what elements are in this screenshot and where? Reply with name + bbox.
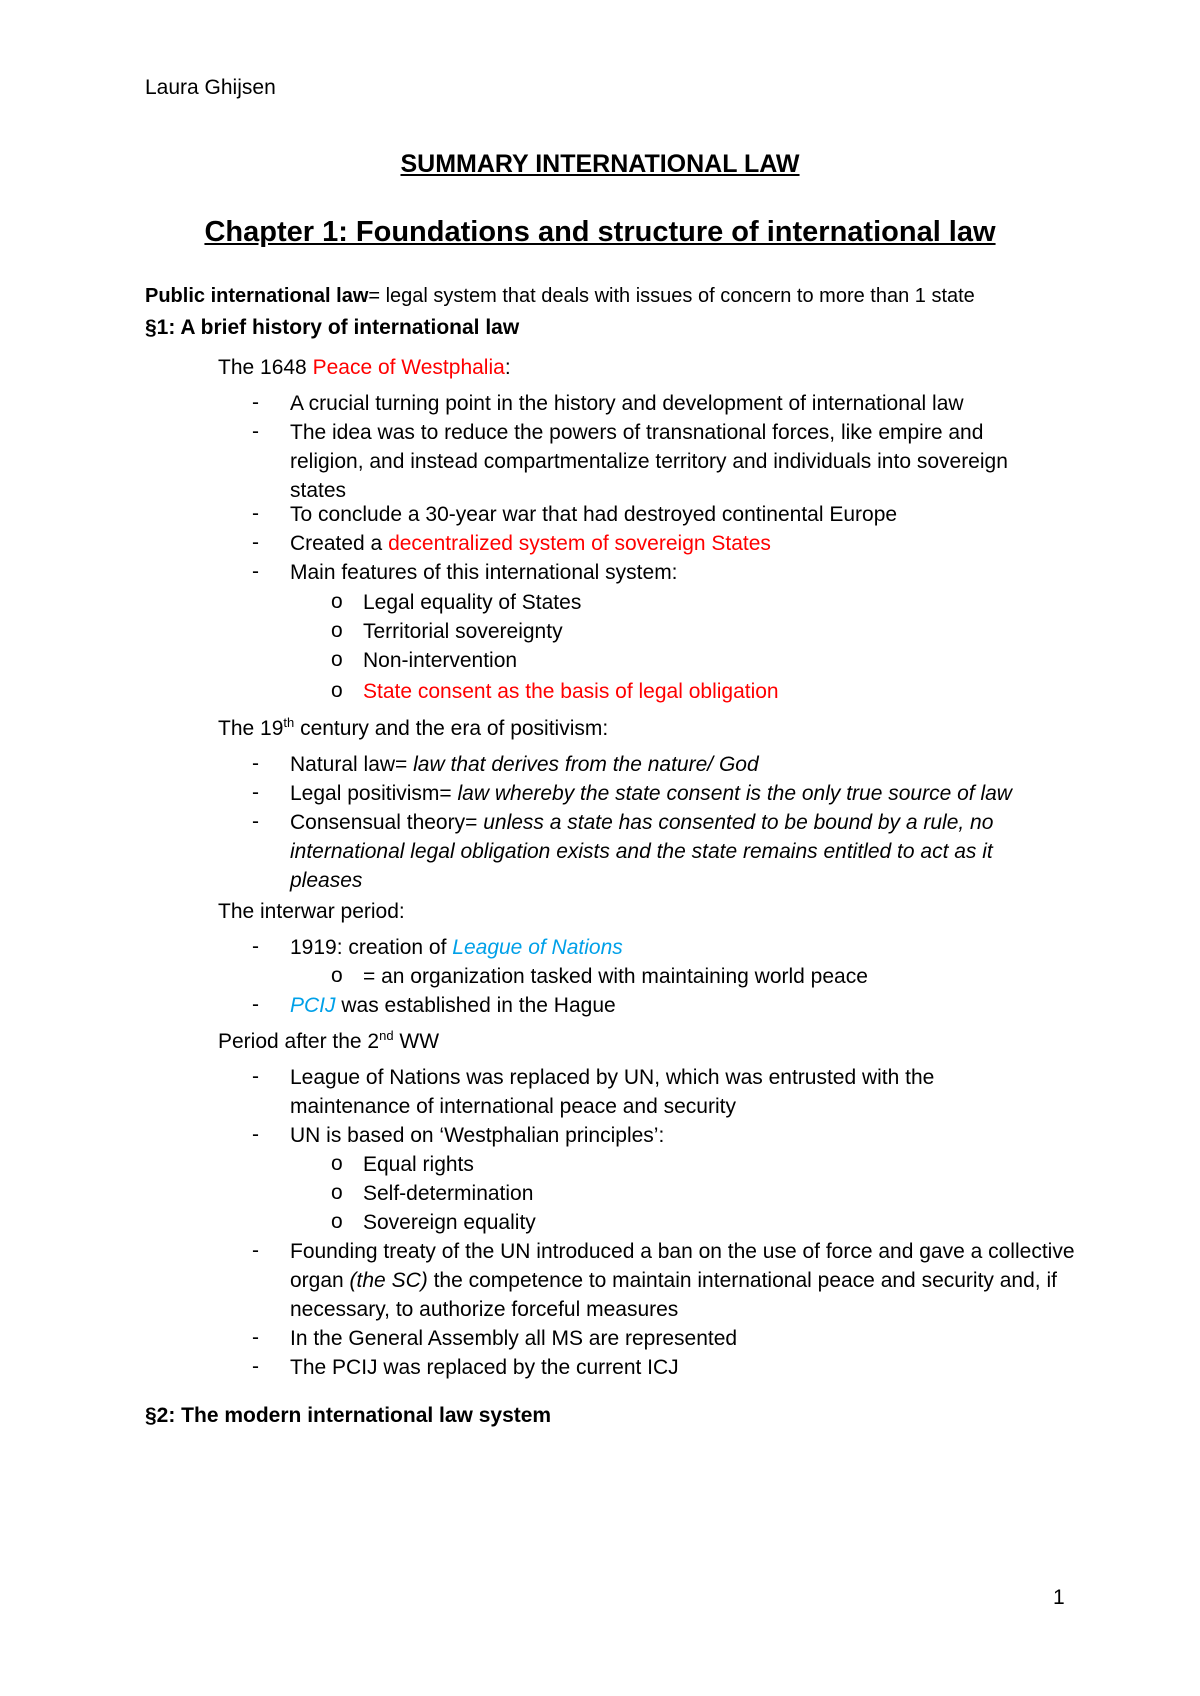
definition-text: = legal system that deals with issues of concern to more than 1 state [368, 285, 975, 307]
list-item: Consensual theory= unless a state has consented to be bound by a rule, no international legal obligation exists and the state remains entitled to act as it pleases [290, 811, 994, 892]
list-item: PCIJ was established in the Hague [290, 994, 616, 1017]
dash-bullet: - [252, 993, 259, 1016]
dash-bullet: - [252, 1065, 259, 1088]
page-number: 1 [1053, 1586, 1065, 1609]
sub-list-item: Equal rights [363, 1153, 474, 1176]
dash-bullet: - [252, 502, 259, 525]
circle-bullet: o [331, 1152, 343, 1175]
list-item: In the General Assembly all MS are represented [290, 1327, 738, 1350]
list-item: To conclude a 30-year war that had destroyed continental Europe [290, 503, 898, 526]
circle-bullet: o [331, 1210, 343, 1233]
dash-bullet: - [252, 391, 259, 414]
list-item: Main features of this international system: [290, 561, 678, 584]
author-header: Laura Ghijsen [145, 76, 276, 99]
definition-line [145, 285, 975, 308]
dash-bullet: - [252, 1355, 259, 1378]
dash-bullet: - [252, 935, 259, 958]
dash-bullet: - [252, 810, 259, 833]
document-title: SUMMARY INTERNATIONAL LAW [400, 150, 800, 178]
list-item: The idea was to reduce the powers of transnational forces, like empire and religion, and instead compartmentalize territory and individuals into sovereign states [290, 421, 1008, 502]
list-item: A crucial turning point in the history and development of international law [290, 392, 964, 415]
circle-bullet: o [331, 1181, 343, 1204]
sub-list-item: Territorial sovereignty [363, 620, 563, 643]
section-1-heading: §1: A brief history of international law [145, 316, 520, 339]
list-item: Legal positivism= law whereby the state consent is the only true source of law [290, 782, 1012, 805]
sub-list-item: Non-intervention [363, 649, 518, 672]
chapter-heading: Chapter 1: Foundations and structure of international law [204, 216, 996, 248]
list-item: Natural law= law that derives from the nature/ God [290, 753, 759, 776]
dash-bullet: - [252, 1123, 259, 1146]
dash-bullet: - [252, 420, 259, 443]
dash-bullet: - [252, 781, 259, 804]
circle-bullet: o [331, 648, 343, 671]
list-item: Created a decentralized system of sovereign States [290, 532, 771, 555]
circle-bullet: o [331, 679, 343, 702]
interwar-intro: The interwar period: [218, 900, 405, 923]
dash-bullet: - [252, 560, 259, 583]
definition-term: Public international law [145, 285, 369, 307]
list-item: 1919: creation of League of Nations [290, 936, 623, 959]
list-item: Founding treaty of the UN introduced a ban on the use of force and gave a collective organ (the SC) the competence to maintain international peace and security and, if necessary, to authorize forceful measures [290, 1240, 1075, 1321]
postwar-intro: Period after the 2nd WW [218, 1028, 440, 1053]
circle-bullet: o [331, 590, 343, 613]
westphalia-intro: The 1648 Peace of Westphalia: [218, 356, 511, 379]
league-of-nations-term: League of Nations [452, 936, 623, 959]
sub-list-item: Legal equality of States [363, 591, 582, 614]
dash-bullet: - [252, 752, 259, 775]
sub-list-item: = an organization tasked with maintaining world peace [363, 965, 868, 988]
westphalia-term: Peace of Westphalia [312, 356, 505, 379]
circle-bullet: o [331, 619, 343, 642]
circle-bullet: o [331, 964, 343, 987]
dash-bullet: - [252, 1326, 259, 1349]
highlighted-term: decentralized system of sovereign States [388, 532, 771, 555]
list-item: League of Nations was replaced by UN, which was entrusted with the maintenance of international peace and security [290, 1066, 935, 1118]
positivism-intro: The 19th century and the era of positivism: [218, 715, 609, 740]
sub-list-item: Sovereign equality [363, 1211, 536, 1234]
list-item: The PCIJ was replaced by the current ICJ [290, 1356, 679, 1379]
sub-list-item: Self-determination [363, 1182, 534, 1205]
pcij-term: PCIJ [290, 994, 336, 1017]
dash-bullet: - [252, 1239, 259, 1262]
sub-list-item: State consent as the basis of legal obligation [363, 680, 779, 703]
dash-bullet: - [252, 531, 259, 554]
list-item: UN is based on ‘Westphalian principles’: [290, 1124, 665, 1147]
section-2-heading: §2: The modern international law system [145, 1404, 552, 1427]
